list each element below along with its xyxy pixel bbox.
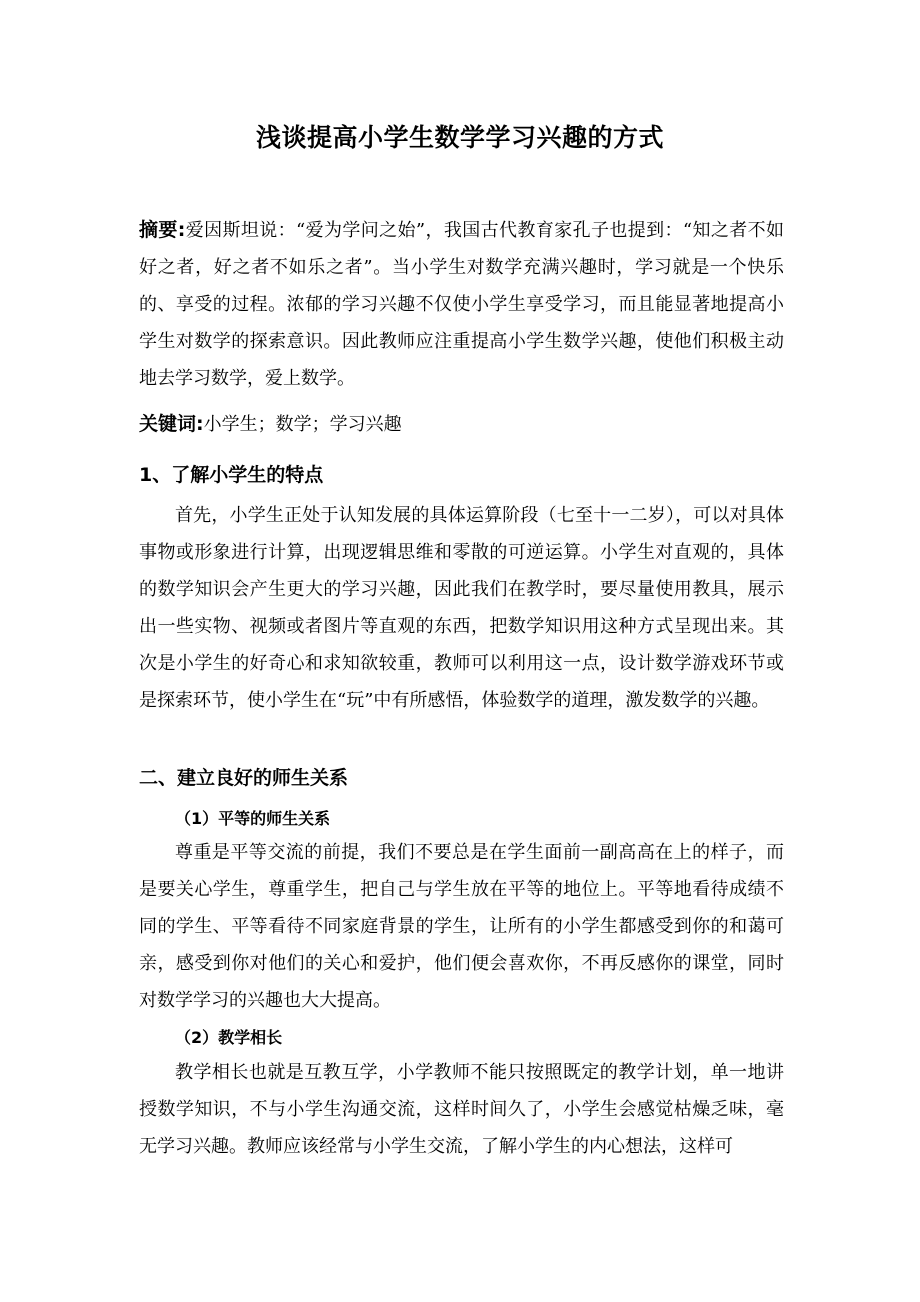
section-2-1-heading: （1）平等的师生关系 [175, 809, 331, 828]
keywords-label: 关键词: [139, 413, 204, 435]
section-2-2-body [139, 1054, 784, 1165]
section-1-paragraph: 首先，小学生正处于认知发展的具体运算阶段（七至十一二岁），可以对具体事物或形象进行计算，出现逻辑思维和零散的可逆运算。小学生对直观的，具体的数学知识会产生更大的学习兴趣，因此我们在教学时，要尽量使用教具，展示出一些实物、视频或者图片等直观的东西，把数学知识用这种方式呈现出来。其次是小学生的好奇心和求知欲较重，教师可以利用这一点，设计数学游戏环节或是探索环节，使小学生在“玩”中有所感悟，体验数学的道理，激发数学的兴趣。 [139, 505, 784, 711]
abstract-text: 爱因斯坦说：“爱为学问之始”，我国古代教育家孔子也提到：“知之者不如好之者，好之者不如乐之者”。当小学生对数学充满兴趣时，学习就是一个快乐的、享受的过程。浓郁的学习兴趣不仅使小学生享受学习，而且能显著地提高小学生对数学的探索意识。因此教师应注重提高小学生数学兴趣，使他们积极主动地去学习数学，爱上数学。 [139, 220, 784, 389]
section-1-body [139, 497, 784, 719]
abstract-paragraph [139, 212, 784, 397]
keywords-text: 小学生；数学；学习兴趣 [203, 414, 402, 435]
section-1-heading: 1、了解小学生的特点 [139, 464, 324, 486]
abstract-label: 摘要: [139, 219, 186, 241]
section-2-2-paragraph: 教学相长也就是互教互学，小学教师不能只按照既定的教学计划，单一地讲授数学知识，不与小学生沟通交流，这样时间久了，小学生会感觉枯燥乏味，毫无学习兴趣。教师应该经常与小学生交流，了解小学生的内心想法，这样可 [139, 1062, 784, 1157]
keywords-paragraph [139, 406, 784, 443]
document-title: 浅谈提高小学生数学学习兴趣的方式 [255, 123, 664, 152]
section-2-2-heading: （2）教学相长 [175, 1028, 283, 1047]
section-2-heading: 二、建立良好的师生关系 [139, 767, 349, 789]
keywords-section [139, 406, 784, 443]
section-2-1-paragraph: 尊重是平等交流的前提，我们不要总是在学生面前一副高高在上的样子，而是要关心学生，尊重学生，把自己与学生放在平等的地位上。平等地看待成绩不同的学生、平等看待不同家庭背景的学生，让所有的小学生都感受到你的和蔼可亲，感受到你对他们的关心和爱护，他们便会喜欢你，不再反感你的课堂，同时对数学学习的兴趣也大大提高。 [139, 842, 784, 1011]
section-2-1-body [139, 834, 784, 1019]
abstract-section [139, 212, 784, 397]
